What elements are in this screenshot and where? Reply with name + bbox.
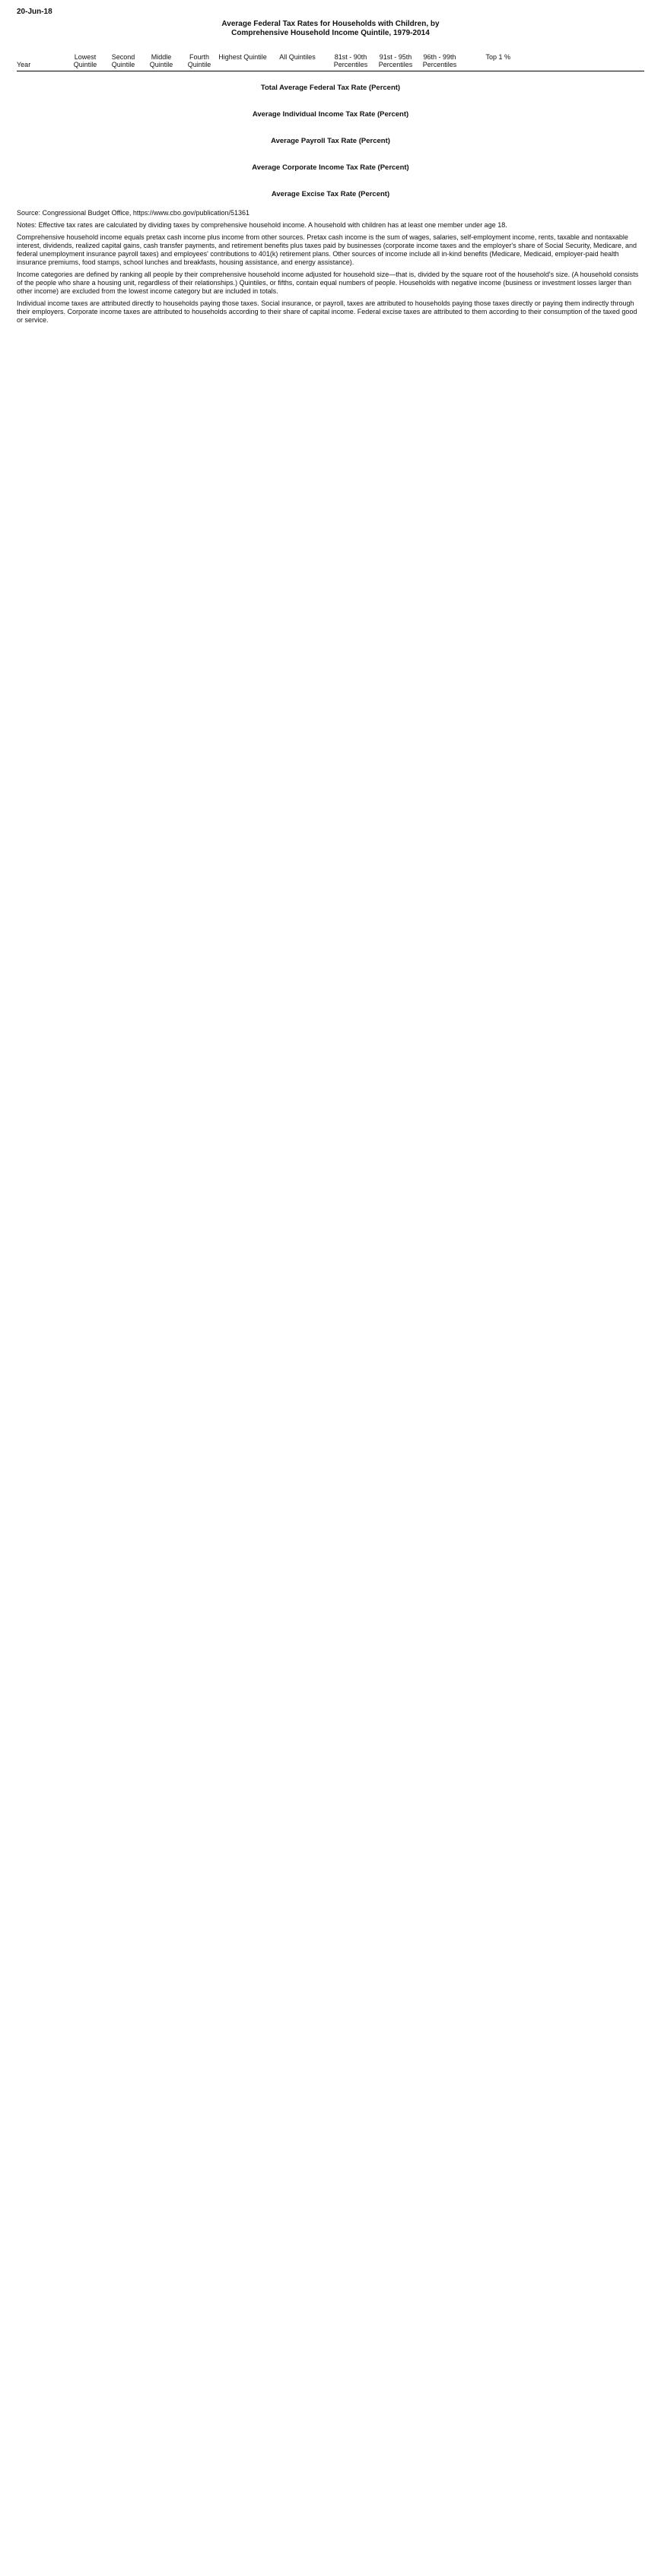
notes-paragraph: Income categories are defined by ranking all people by their comprehensive household income adjusted for household size—that is, divided by the square root of the household's size. (A household consists of the people who share a housing unit, regardless of their relationships.) Quintiles, or fifths, contain equal numbers of people. Households with negative income (business or investment losses larger than other income) are excluded from the lowest income category but are included in totals. bbox=[17, 271, 639, 295]
document-page bbox=[0, 0, 661, 344]
title-line-1: Average Federal Tax Rates for Households with Children, by bbox=[221, 20, 440, 28]
column-header-81-90: 81st - 90th Percentiles bbox=[333, 53, 368, 68]
column-header-91-95: 91st - 95th Percentiles bbox=[378, 53, 413, 68]
column-header-middle-quintile: Middle Quintile bbox=[149, 53, 173, 68]
column-header-second-quintile: Second Quintile bbox=[111, 53, 135, 68]
section-title: Total Average Federal Tax Rate (Percent) bbox=[260, 84, 401, 92]
section-title: Average Individual Income Tax Rate (Percent) bbox=[252, 110, 409, 119]
column-header-fourth-quintile: Fourth Quintile bbox=[187, 53, 211, 68]
column-header-highest-quintile: Highest Quintile bbox=[218, 53, 267, 61]
column-header-96-99: 96th - 99th Percentiles bbox=[422, 53, 457, 68]
notes-paragraph: Individual income taxes are attributed directly to households paying those taxes. Social insurance, or payroll, taxes are attributed to households paying those taxes directly or paying them indirectly through their employers. Corporate income taxes are attributed to households according to their share of capital income. Federal excise taxes are attributed to them according to their consumption of the taxed good or service. bbox=[17, 299, 637, 324]
tax-rate-sections bbox=[17, 84, 644, 204]
column-header-all-quintiles: All Quintiles bbox=[279, 53, 316, 61]
title-line-2: Comprehensive Household Income Quintile, 1979-2014 bbox=[231, 29, 430, 37]
section-title: Average Excise Tax Rate (Percent) bbox=[271, 190, 390, 198]
source-line: Source: Congressional Budget Office, https://www.cbo.gov/publication/51361 bbox=[17, 209, 250, 217]
column-header-year: Year bbox=[17, 61, 31, 68]
column-header-top-1: Top 1 % bbox=[485, 53, 510, 61]
column-header-lowest-quintile: Lowest Quintile bbox=[73, 53, 97, 68]
document-date: 20-Jun-18 bbox=[17, 8, 52, 16]
section-title: Average Corporate Income Tax Rate (Percent) bbox=[252, 163, 409, 172]
notes-paragraph: Comprehensive household income equals pretax cash income plus income from other sources. Pretax cash income is the sum of wages, salaries, self-employment income, rents, taxable and nontaxable interest, dividends, realized capital gains, cash transfer payments, and retirement benefits plus taxes paid by businesses (corporate income taxes and the employer's share of Social Security, Medicare, and federal unemployment insurance payroll taxes) and employees' contributions to 401(k) retirement plans. Other sources of income include all in-kind benefits (Medicare, Medicaid, employer-paid health insurance premiums, food stamps, school lunches and breakfasts, housing assistance, and energy assistance). bbox=[17, 233, 637, 266]
section-title: Average Payroll Tax Rate (Percent) bbox=[271, 137, 390, 145]
document-title bbox=[17, 20, 644, 38]
notes-block bbox=[17, 209, 644, 325]
notes-paragraph: Notes: Effective tax rates are calculated by dividing taxes by comprehensive household income. A household with children has at least one member under age 18. bbox=[17, 221, 507, 229]
column-header-row bbox=[17, 53, 644, 71]
